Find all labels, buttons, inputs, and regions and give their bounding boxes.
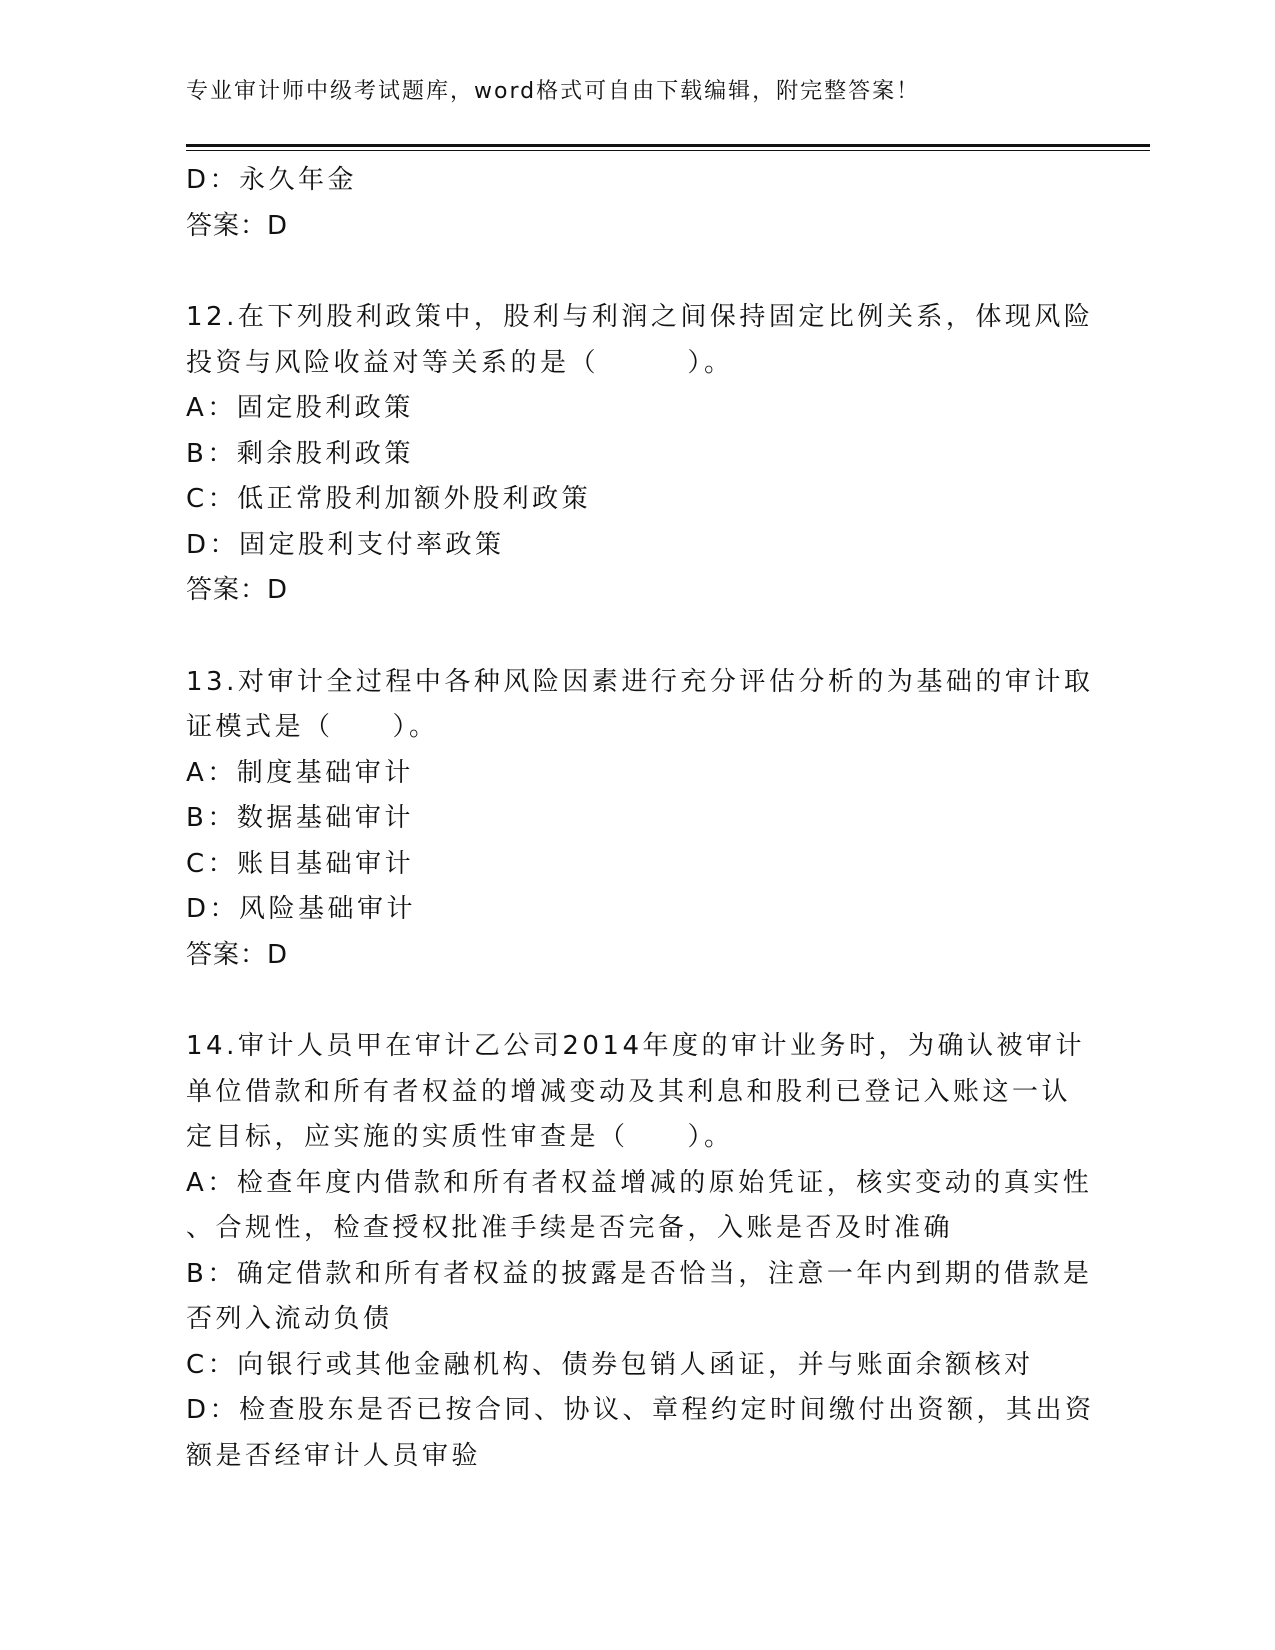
answer-line: 答案：D xyxy=(186,575,289,605)
answer-line: 答案：D xyxy=(186,939,289,970)
option-b-continued: 否列入流动负债 xyxy=(186,1304,393,1334)
block-spacer xyxy=(186,614,1086,660)
option-c: C：向银行或其他金融机构、债券包销人函证，并与账面余额核对 xyxy=(186,1349,1034,1380)
question-block-13 xyxy=(186,660,1094,979)
question-stem: 定目标，应实施的实质性审查是（ ）。 xyxy=(186,1122,734,1152)
option-d: D：固定股利支付率政策 xyxy=(186,529,505,560)
question-stem: 13.对审计全过程中各种风险因素进行充分评估分析的为基础的审计取 xyxy=(186,666,1094,697)
header-rule-thin xyxy=(186,150,1150,151)
question-block-12 xyxy=(186,295,1094,614)
option-c: C：账目基础审计 xyxy=(186,848,415,879)
page-header: 专业审计师中级考试题库，word格式可自由下载编辑，附完整答案！ xyxy=(186,79,921,104)
option-a-continued: 、合规性，检查授权批准手续是否完备，入账是否及时准确 xyxy=(186,1213,954,1243)
block-spacer xyxy=(186,978,1086,1024)
block-spacer xyxy=(186,249,1086,295)
option-b: B：剩余股利政策 xyxy=(186,438,414,469)
answer-line: 答案：D xyxy=(186,210,289,241)
question-block-14 xyxy=(186,1024,1095,1479)
option-d-continued: 额是否经审计人员审验 xyxy=(186,1440,482,1471)
question-stem: 12.在下列股利政策中，股利与利润之间保持固定比例关系，体现风险 xyxy=(186,302,1094,332)
option-b: B：数据基础审计 xyxy=(186,803,414,833)
question-stem: 14.审计人员甲在审计乙公司2014年度的审计业务时，为确认被审计 xyxy=(186,1031,1086,1061)
option-c: C：低正常股利加额外股利政策 xyxy=(186,484,592,514)
option-a: A：制度基础审计 xyxy=(186,757,414,788)
header-rule-thick xyxy=(186,144,1150,147)
question-stem: 单位借款和所有者权益的增减变动及其利息和股利已登记入账这一认 xyxy=(186,1076,1072,1107)
question-block-11 xyxy=(186,158,1086,249)
option-d: D：风险基础审计 xyxy=(186,894,417,924)
option-a: A：检查年度内借款和所有者权益增减的原始凭证，核实变动的真实性 xyxy=(186,1167,1093,1198)
option-b: B：确定借款和所有者权益的披露是否恰当，注意一年内到期的借款是 xyxy=(186,1258,1093,1289)
option-d: D：永久年金 xyxy=(186,165,358,195)
option-d: D：检查股东是否已按合同、协议、章程约定时间缴付出资额，其出资 xyxy=(186,1395,1095,1425)
question-stem: 投资与风险收益对等关系的是（ ）。 xyxy=(186,347,734,378)
question-content xyxy=(186,158,1095,1479)
question-stem: 证模式是（ ）。 xyxy=(186,712,439,742)
option-a: A：固定股利政策 xyxy=(186,393,414,423)
